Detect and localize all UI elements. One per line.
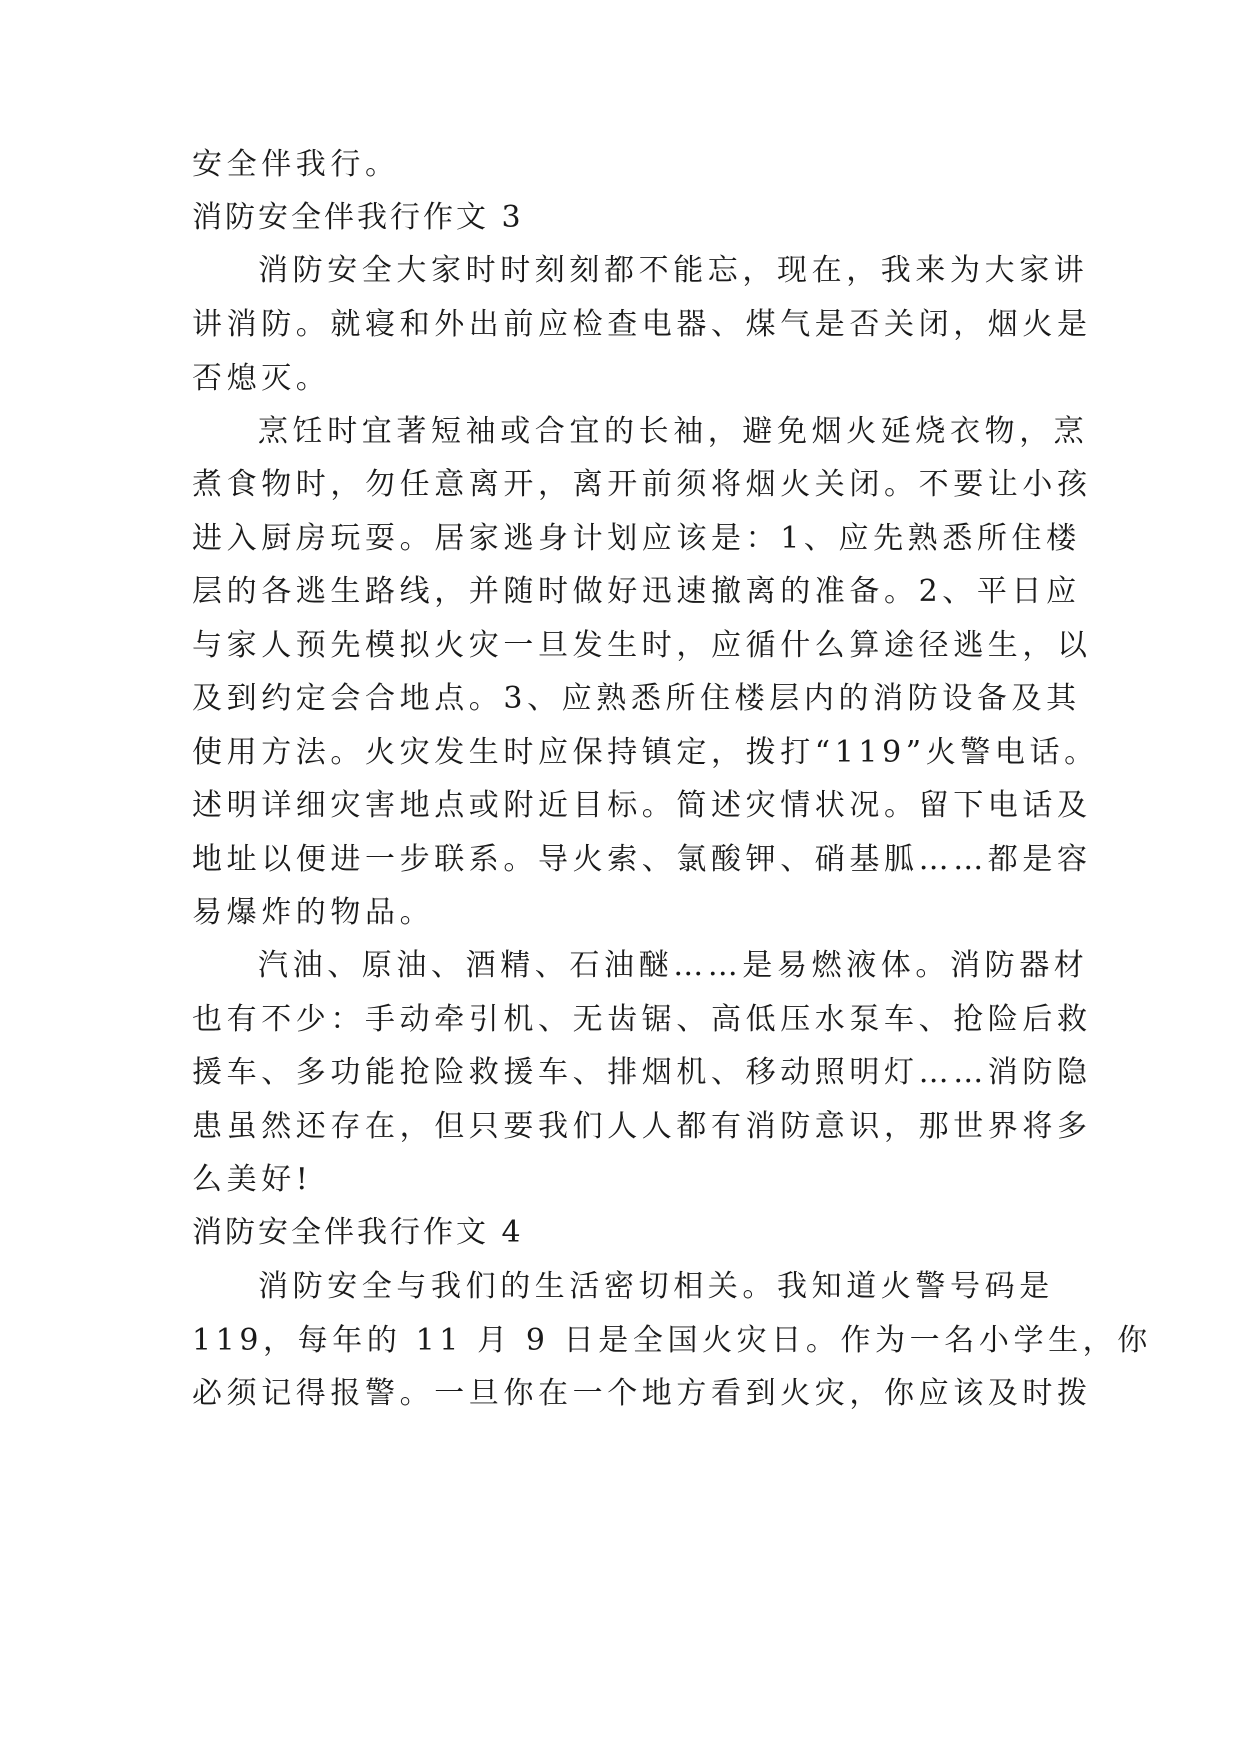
text-line: 述明详细灾害地点或附近目标。简述灾情状况。留下电话及 xyxy=(192,788,1092,823)
text-line: 患虽然还存在，但只要我们人人都有消防意识，那世界将多 xyxy=(192,1109,1092,1144)
text-line: 易爆炸的物品。 xyxy=(192,895,435,930)
text-line: 安全伴我行。 xyxy=(192,147,400,182)
paragraph-first-line: 消防安全大家时时刻刻都不能忘，现在，我来为大家讲 xyxy=(258,253,1089,288)
text-line: 必须记得报警。一旦你在一个地方看到火灾，你应该及时拨 xyxy=(192,1376,1092,1411)
text-line: 援车、多功能抢险救援车、排烟机、移动照明灯……消防隐 xyxy=(192,1055,1092,1090)
text-line: 否熄灭。 xyxy=(192,361,331,396)
text-line: 么美好! xyxy=(192,1162,313,1197)
text-line: 及到约定会合地点。3、应熟悉所住楼层内的消防设备及其 xyxy=(192,681,1081,716)
text-line: 层的各逃生路线，并随时做好迅速撤离的准备。2、平日应 xyxy=(192,574,1081,609)
text-line: 进入厨房玩耍。居家逃身计划应该是：1、应先熟悉所住楼 xyxy=(192,521,1081,556)
paragraph-first-line: 烹饪时宜著短袖或合宜的长袖，避免烟火延烧衣物，烹 xyxy=(258,414,1089,449)
text-line: 使用方法。火灾发生时应保持镇定，拨打“119”火警电话。 xyxy=(192,735,1099,770)
text-line: 也有不少：手动牵引机、无齿锯、高低压水泵车、抢险后救 xyxy=(192,1002,1092,1037)
section-heading: 消防安全伴我行作文 4 xyxy=(192,1215,524,1250)
text-line: 地址以便进一步联系。导火索、氯酸钾、硝基胍……都是容 xyxy=(192,842,1092,877)
text-line: 讲消防。就寝和外出前应检查电器、煤气是否关闭，烟火是 xyxy=(192,307,1092,342)
section-heading: 消防安全伴我行作文 3 xyxy=(192,200,524,235)
paragraph-first-line: 汽油、原油、酒精、石油醚……是易燃液体。消防器材 xyxy=(258,948,1089,983)
text-line: 与家人预先模拟火灾一旦发生时，应循什么算途径逃生，以 xyxy=(192,628,1092,663)
text-line: 煮食物时，勿任意离开，离开前须将烟火关闭。不要让小孩 xyxy=(192,467,1092,502)
text-line: 119，每年的 11 月 9 日是全国火灾日。作为一名小学生，你 xyxy=(192,1323,1152,1358)
paragraph-first-line: 消防安全与我们的生活密切相关。我知道火警号码是 xyxy=(258,1269,1054,1304)
